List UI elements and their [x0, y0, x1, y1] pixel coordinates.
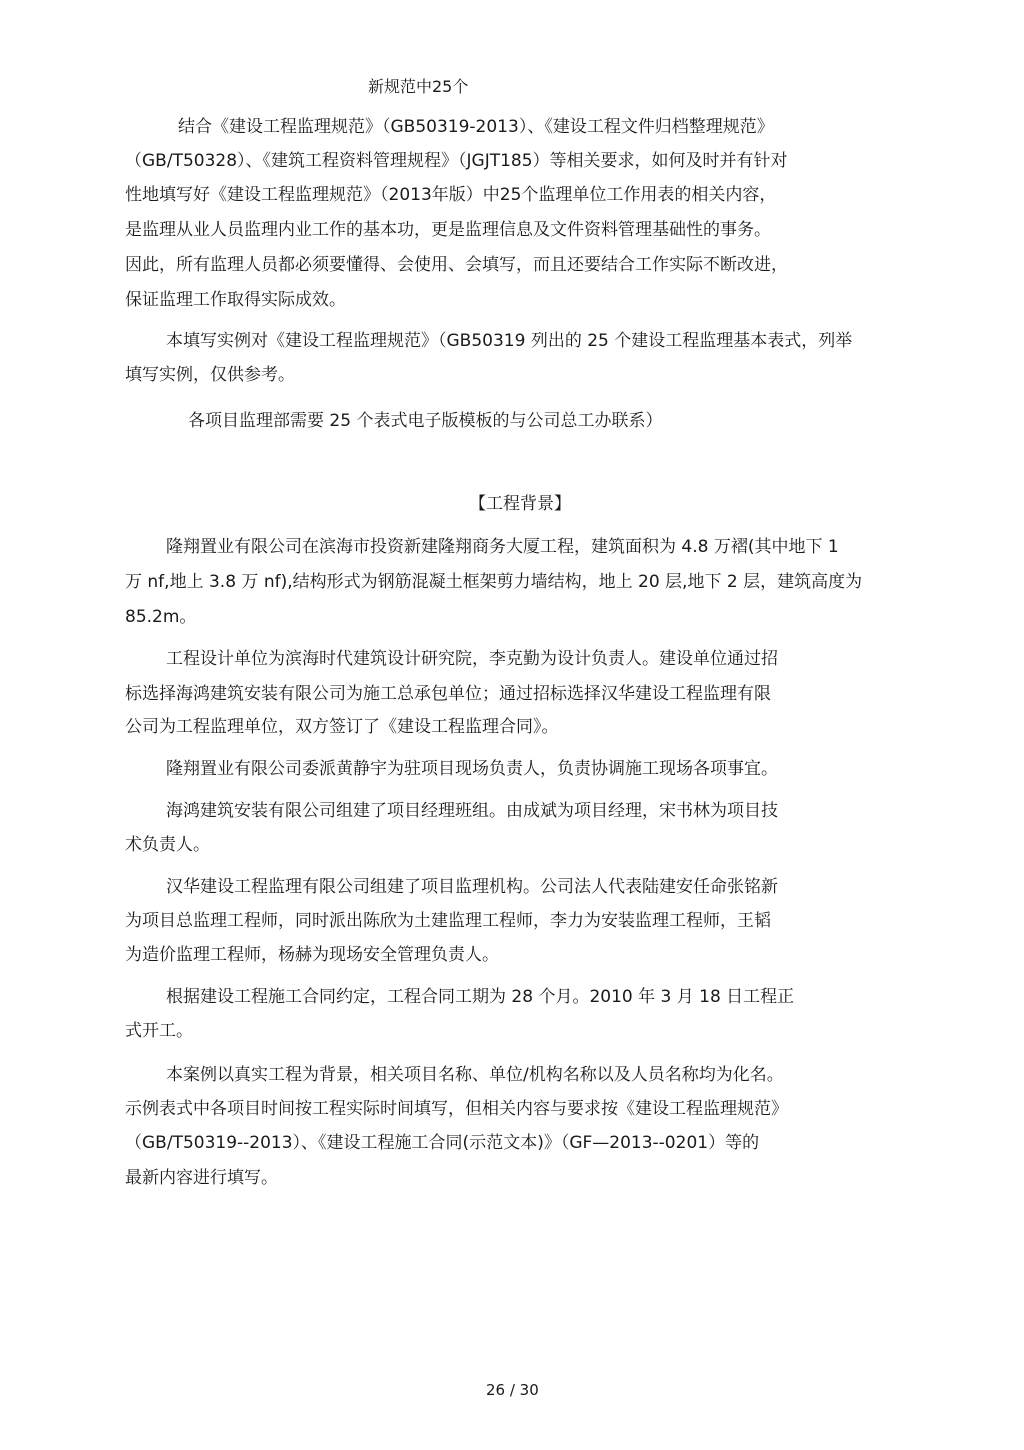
- text-line: 隆翔置业有限公司在滨海市投资新建隆翔商务大厦工程，建筑面积为 4.8 万褶(其中地下 1: [166, 537, 839, 557]
- text-line: 公司为工程监理单位，双方签订了《建设工程监理合同》。: [125, 717, 559, 737]
- text-line: 保证监理工作取得实际成效。: [125, 290, 346, 310]
- text-line: 式开工。: [125, 1021, 193, 1041]
- text-line: 本填写实例对《建设工程监理规范》（GB50319 列出的 25 个建设工程监理基本表式，列举: [166, 331, 853, 351]
- text-line: 为造价监理工程师，杨赫为现场安全管理负责人。: [125, 945, 499, 965]
- text-line: 本案例以真实工程为背景，相关项目名称、单位/机构名称以及人员名称均为化名。: [166, 1065, 784, 1085]
- text-line: 根据建设工程施工合同约定，工程合同工期为 28 个月。2010 年 3 月 18 日工程正: [166, 987, 795, 1007]
- text-line: 因此，所有监理人员都必须要懂得、会使用、会填写，而且还要结合工作实际不断改进，: [125, 255, 788, 275]
- text-line: 万 nf,地上 3.8 万 nf),结构形式为钢筋混凝土框架剪力墙结构，地上 20 层,地下 2 层，建筑高度为: [125, 572, 863, 592]
- text-line: 海鸿建筑安装有限公司组建了项目经理班组。由成斌为项目经理，宋书林为项目技: [166, 801, 778, 821]
- text-line: （GB/T50319--2013）、《建设工程施工合同(示范文本)》（GF—2013--0201）等的: [125, 1133, 760, 1153]
- text-line: 性地填写好《建设工程监理规范》（2013年版）中25个监理单位工作用表的相关内容，: [125, 185, 777, 205]
- text-line: 隆翔置业有限公司委派黄静宇为驻项目现场负责人，负责协调施工现场各项事宜。: [166, 759, 778, 779]
- text-line: 为项目总监理工程师，同时派出陈欣为土建监理工程师，李力为安装监理工程师，王韬: [125, 911, 771, 931]
- text-line: 术负责人。: [125, 835, 210, 855]
- text-line: 填写实例，仅供参考。: [125, 365, 295, 385]
- text-line: 标选择海鸿建筑安装有限公司为施工总承包单位；通过招标选择汉华建设工程监理有限: [125, 684, 771, 704]
- section-title: 【工程背景】: [469, 494, 571, 514]
- text-line: 结合《建设工程监理规范》（GB50319-2013）、《建设工程文件归档整理规范》: [178, 117, 774, 137]
- text-line: 汉华建设工程监理有限公司组建了项目监理机构。公司法人代表陆建安任命张铭新: [166, 877, 778, 897]
- text-line: 85.2m。: [125, 607, 197, 627]
- intro-paragraph-3: 各项目监理部需要 25 个表式电子版模板的与公司总工办联系）: [188, 411, 663, 431]
- page-number: 26 / 30: [486, 1381, 539, 1399]
- text-line: 示例表式中各项目时间按工程实际时间填写，但相关内容与要求按《建设工程监理规范》: [125, 1099, 788, 1119]
- text-line: 最新内容进行填写。: [125, 1168, 278, 1188]
- text-line: 工程设计单位为滨海时代建筑设计研究院，李克勤为设计负责人。建设单位通过招: [166, 649, 778, 669]
- text-line: 是监理从业人员监理内业工作的基本功，更是监理信息及文件资料管理基础性的事务。: [125, 220, 771, 240]
- header-note: 新规范中25个: [368, 77, 469, 96]
- text-line: （GB/T50328）、《建筑工程资料管理规程》（JGJT185）等相关要求，如何及时并有针对: [125, 151, 788, 171]
